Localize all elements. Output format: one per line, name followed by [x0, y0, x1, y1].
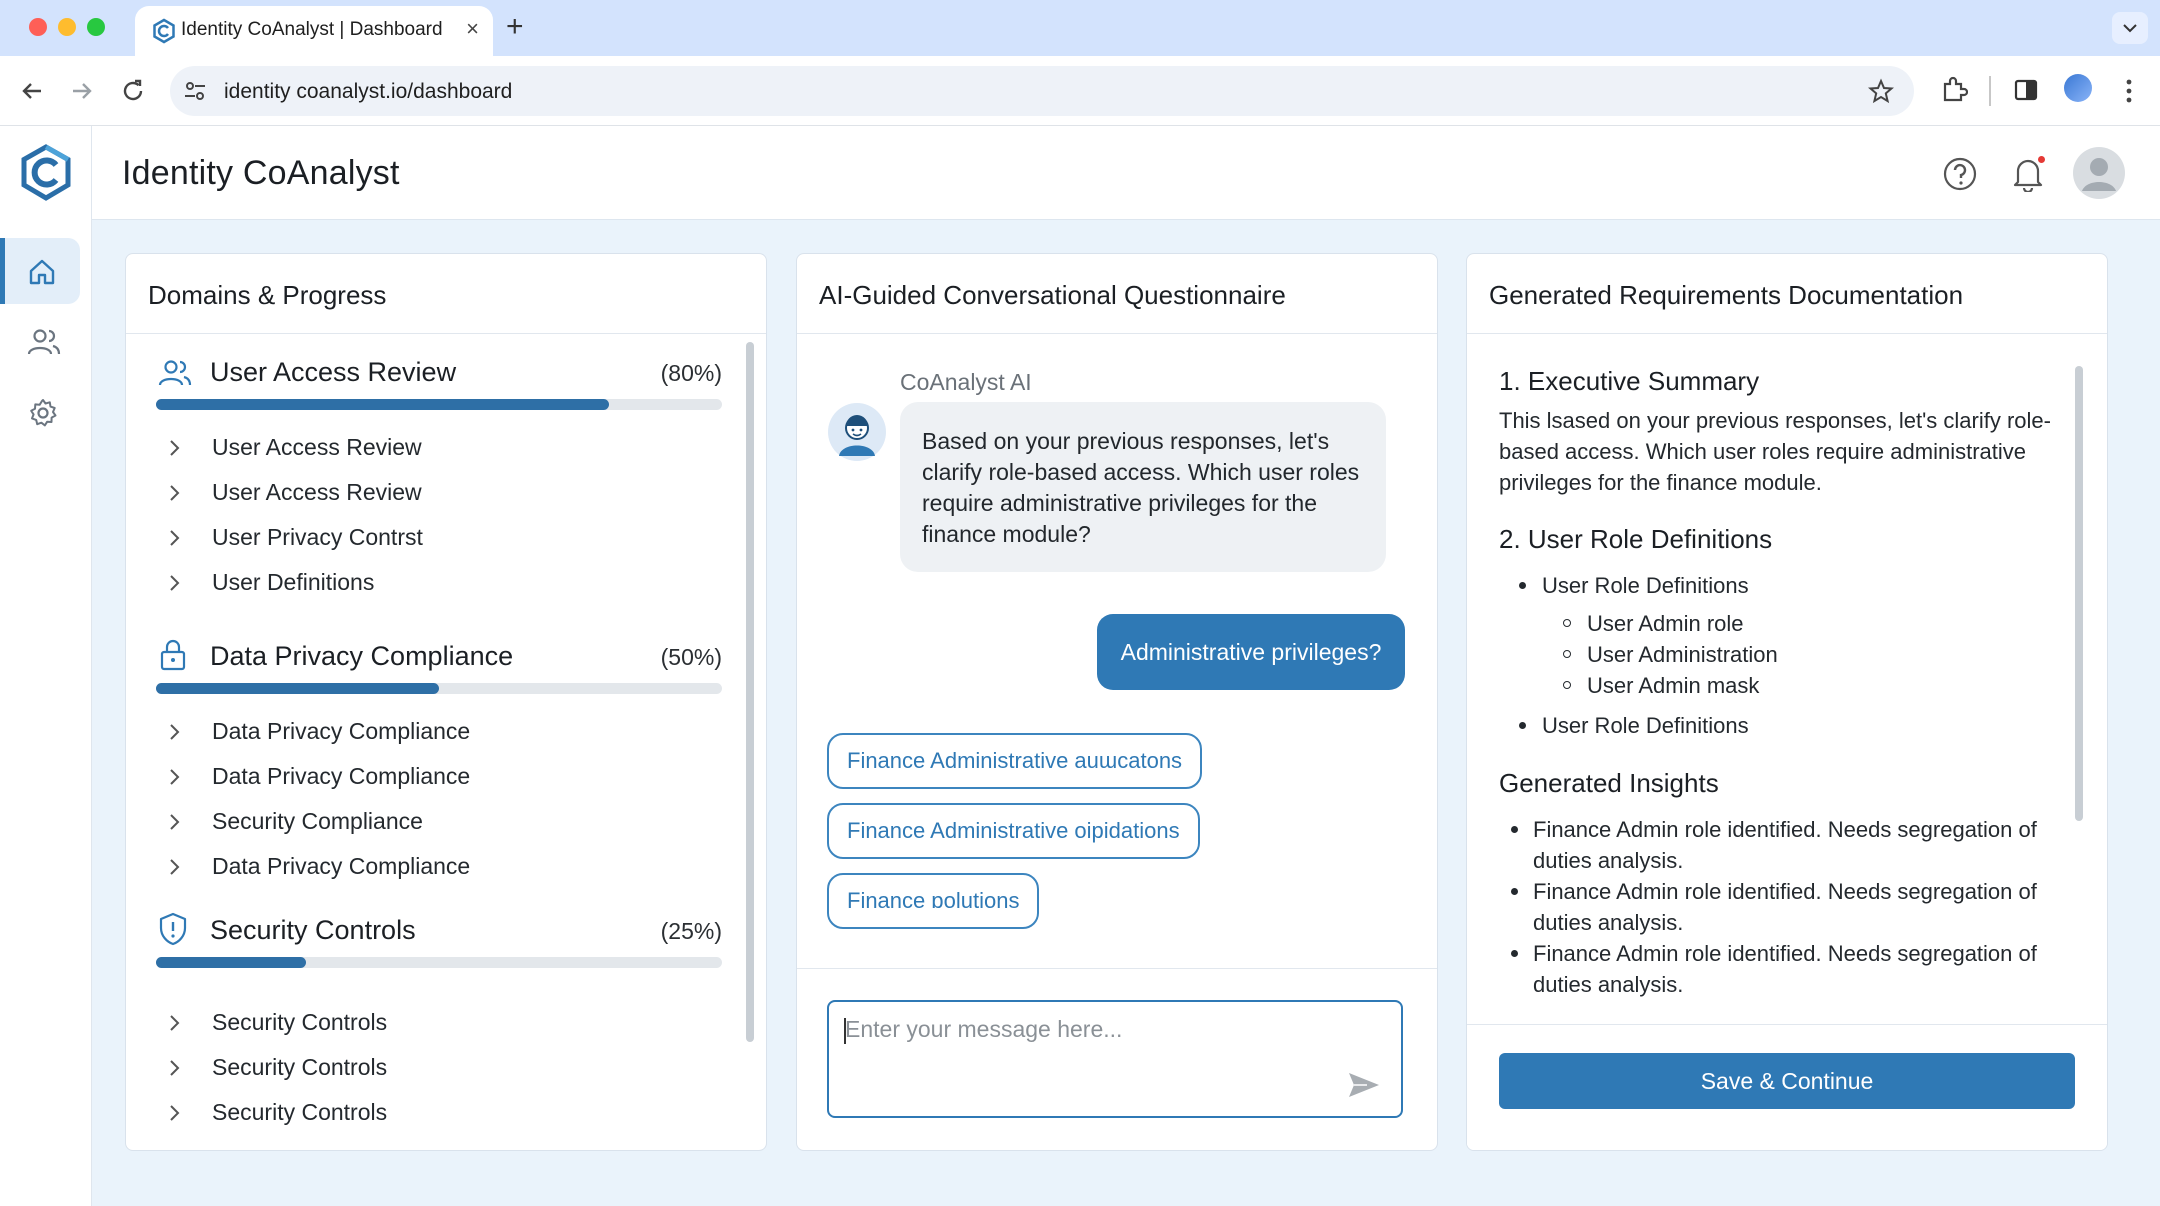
- tab-search-button[interactable]: [2112, 12, 2148, 44]
- toolbar-divider: [1989, 76, 1991, 106]
- list-item[interactable]: [168, 1050, 688, 1086]
- chat-panel-header: [797, 254, 1437, 334]
- notification-badge: [2036, 154, 2047, 165]
- user-message-bubble: Administrative privileges?: [1097, 614, 1405, 690]
- domains-panel-title: Domains & Progress: [148, 280, 387, 310]
- chat-panel: [796, 253, 1438, 1151]
- chat-panel-title: AI-Guided Conversational Questionnaire: [819, 280, 1286, 310]
- insight-item: Finance Admin role identified. Needs segregation of duties analysis.: [1511, 938, 2051, 1000]
- list-item[interactable]: [168, 759, 688, 795]
- window-minimize-button[interactable]: [58, 18, 76, 36]
- shield-icon: [158, 912, 188, 946]
- section-heading-wrap: [1499, 524, 2059, 555]
- domain-title-data-privacy[interactable]: Data Privacy Compliance: [210, 641, 514, 671]
- suggestion-chip[interactable]: Finance Administrative oipidations: [827, 803, 1200, 859]
- user-avatar-icon[interactable]: [2072, 146, 2126, 200]
- executive-summary-text: This lsased on your previous responses, let's clarify role-based access. Which user roles require administrative privileges for the finance module.: [1499, 408, 2051, 495]
- docs-footer: [1467, 1024, 2107, 1151]
- list-item-label: Security Controls: [212, 1009, 388, 1035]
- domains-panel: [125, 253, 767, 1151]
- chevron-right-icon: [168, 574, 182, 592]
- domain-percent: (50%): [660, 644, 722, 670]
- chevron-right-icon: [168, 529, 182, 547]
- tab-close-icon[interactable]: ×: [466, 16, 479, 41]
- list-item-label: User Definitions: [212, 569, 375, 595]
- list-item-label: Security Compliance: [212, 808, 423, 834]
- chevron-right-icon: [168, 1059, 182, 1077]
- app-header: [92, 126, 2160, 220]
- list-item-label: Security Controls: [212, 1054, 388, 1080]
- ai-message-bubble: Based on your previous responses, let's clarify role-based access. Which user roles require administrative privileges for the finance module?: [900, 402, 1386, 572]
- sidebar-item-settings[interactable]: [0, 378, 80, 444]
- gear-icon: [27, 397, 59, 429]
- forward-arrow-icon[interactable]: [67, 76, 97, 106]
- chevron-right-icon: [168, 439, 182, 457]
- browser-toolbar: [0, 56, 2160, 126]
- domain-progress-bar: [156, 399, 722, 410]
- app-logo-icon: [18, 144, 74, 202]
- section-heading: 1. Executive Summary: [1499, 366, 1760, 396]
- domains-scrollbar[interactable]: [746, 342, 754, 1042]
- url-text[interactable]: identity coanalyst.io/dashboard: [224, 80, 513, 103]
- domain-progress-fill: [156, 683, 439, 694]
- domain-progress-bar: [156, 683, 722, 694]
- users-icon: [158, 358, 192, 388]
- domain-progress-fill: [156, 957, 306, 968]
- domain-progress-fill: [156, 399, 609, 410]
- sidebar-item-users[interactable]: [0, 308, 80, 374]
- list-item[interactable]: [168, 475, 688, 511]
- section-heading: 2. User Role Definitions: [1499, 524, 1773, 554]
- window-zoom-button[interactable]: [87, 18, 105, 36]
- executive-summary-section: [1499, 366, 2059, 498]
- list-item: User Admin mask: [1563, 670, 1759, 701]
- chevron-right-icon: [168, 1014, 182, 1032]
- app-favicon-icon: [151, 18, 177, 44]
- app-title: Identity CoAnalyst: [122, 154, 400, 192]
- send-icon[interactable]: [1347, 1070, 1381, 1100]
- list-item-label: User Access Review: [212, 434, 422, 460]
- more-vertical-icon[interactable]: [2118, 76, 2140, 106]
- list-item[interactable]: [168, 1095, 688, 1131]
- docs-scrollbar[interactable]: [2075, 366, 2083, 821]
- bookmark-star-icon[interactable]: [1868, 78, 1894, 104]
- domain-percent: (25%): [660, 918, 722, 944]
- docs-panel: [1466, 253, 2108, 1151]
- ai-avatar-icon: [827, 402, 887, 462]
- list-item: User Admin role: [1563, 608, 1744, 639]
- insight-item: Finance Admin role identified. Needs segregation of duties analysis.: [1511, 876, 2051, 938]
- list-item[interactable]: [168, 804, 688, 840]
- ai-sender-name: CoAnalyst AI: [900, 369, 1032, 395]
- sidebar-item-home[interactable]: [0, 238, 80, 304]
- suggestion-chip[interactable]: Finance Administrative auɯcatons: [827, 733, 1202, 789]
- list-item[interactable]: [168, 714, 688, 750]
- list-item: User Role Definitions: [1519, 570, 1749, 601]
- list-item[interactable]: [168, 430, 688, 466]
- chevron-right-icon: [168, 484, 182, 502]
- list-item-label: Data Privacy Compliance: [212, 853, 471, 879]
- docs-panel-header: [1467, 254, 2107, 334]
- chevron-right-icon: [168, 858, 182, 876]
- domain-percent: (80%): [660, 360, 722, 386]
- back-arrow-icon[interactable]: [17, 76, 47, 106]
- list-item: User Role Definitions: [1519, 710, 1749, 741]
- list-item-label: Data Privacy Compliance: [212, 763, 471, 789]
- domain-title-user-access[interactable]: User Access Review: [210, 357, 457, 387]
- save-continue-button[interactable]: Save & Continue: [1499, 1053, 2075, 1109]
- app-sidebar: [0, 126, 92, 1206]
- list-item[interactable]: [168, 520, 688, 556]
- docs-panel-title: Generated Requirements Documentation: [1489, 280, 1964, 310]
- message-input[interactable]: [827, 1000, 1403, 1118]
- list-item-label: Data Privacy Compliance: [212, 718, 471, 744]
- list-item[interactable]: [168, 565, 688, 601]
- domain-progress-bar: [156, 957, 722, 968]
- insights-heading-wrap: [1499, 768, 2059, 799]
- section-heading: Generated Insights: [1499, 768, 1719, 798]
- reload-icon[interactable]: [118, 76, 148, 106]
- lock-icon: [158, 638, 188, 672]
- browser-tab-bar: [0, 0, 2160, 56]
- domains-panel-header: [126, 254, 766, 334]
- side-panel-icon[interactable]: [2012, 76, 2040, 104]
- insight-item: Finance Admin role identified. Needs segregation of duties analysis.: [1511, 814, 2051, 876]
- browser-tab[interactable]: [135, 6, 493, 56]
- browser-profile-avatar[interactable]: [2064, 74, 2092, 102]
- new-tab-button[interactable]: +: [506, 10, 524, 43]
- window-close-button[interactable]: [29, 18, 47, 36]
- list-item[interactable]: [168, 1005, 688, 1041]
- domain-title-security[interactable]: Security Controls: [210, 915, 416, 945]
- chevron-right-icon: [168, 768, 182, 786]
- list-item-label: User Privacy Contrst: [212, 524, 423, 550]
- site-settings-icon[interactable]: [182, 79, 208, 103]
- extensions-puzzle-icon[interactable]: [1940, 76, 1968, 104]
- list-item[interactable]: [168, 849, 688, 885]
- list-item-label: Security Controls: [212, 1099, 388, 1125]
- list-item-label: User Access Review: [212, 479, 422, 505]
- tab-title: Identity CoAnalyst | Dashboard: [181, 19, 443, 40]
- address-bar[interactable]: [170, 66, 1914, 116]
- users-icon: [27, 327, 61, 357]
- chevron-right-icon: [168, 1104, 182, 1122]
- chevron-right-icon: [168, 813, 182, 831]
- message-placeholder: Enter your message here...: [845, 1016, 1123, 1042]
- chat-divider: [797, 968, 1437, 969]
- home-icon: [27, 257, 57, 287]
- chevron-right-icon: [168, 723, 182, 741]
- suggestion-chip[interactable]: Finance ɒolutions: [827, 873, 1039, 929]
- help-icon[interactable]: [1942, 156, 1978, 192]
- list-item: User Administration: [1563, 639, 1778, 670]
- chevron-down-icon: [2122, 21, 2138, 35]
